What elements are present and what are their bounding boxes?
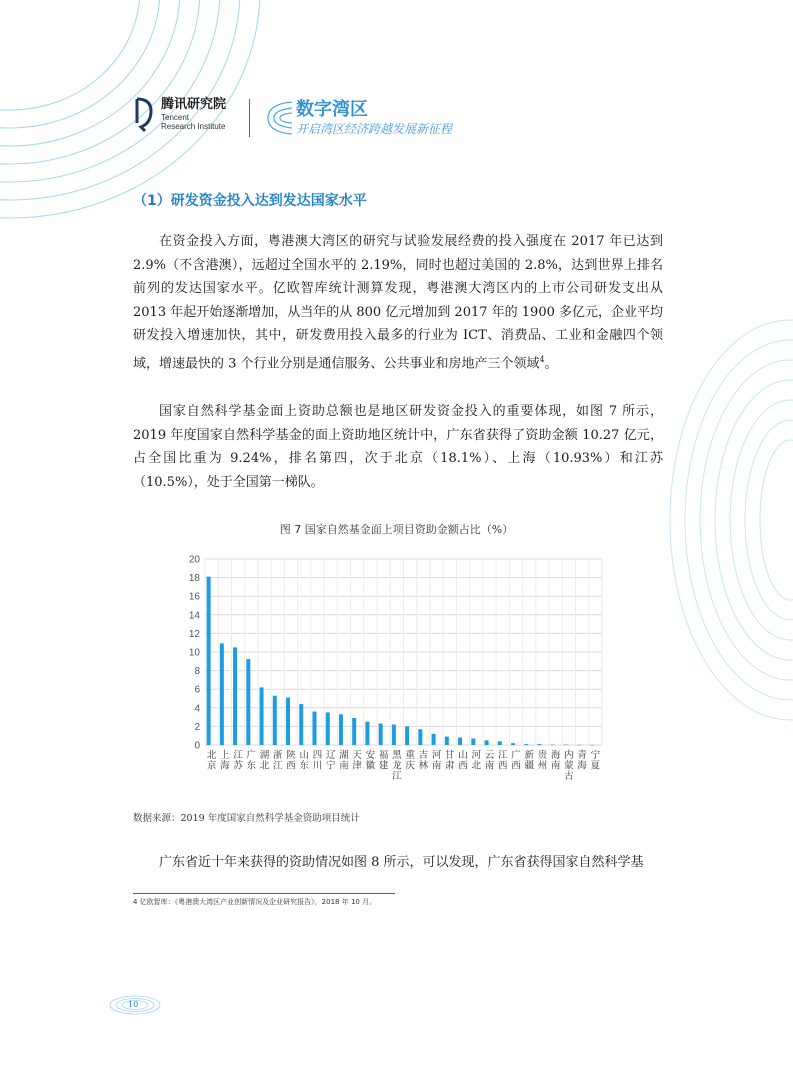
header-divider (249, 99, 250, 137)
x-tick-label: 海南 (550, 750, 561, 772)
bar (471, 738, 475, 745)
x-tick-label: 湖北 (259, 750, 270, 772)
bar (405, 726, 409, 745)
bar (577, 745, 581, 746)
x-tick-label: 陕西 (286, 750, 296, 772)
y-tick-label: 2 (194, 721, 200, 733)
bar (260, 687, 264, 745)
x-tick-label: 浙江 (273, 750, 283, 772)
bar (352, 718, 356, 745)
bar (432, 734, 436, 745)
bar (220, 643, 224, 745)
x-tick-label: 四川 (312, 750, 323, 772)
x-tick-label: 黑龙江 (392, 750, 402, 780)
paragraph-1-text: 在资金投入方面，粤港澳大湾区的研究与试验发展经费的投入强度在 2017 年已达到 2.9%（不含港澳），远超过全国水平的 2.19%，同时也超过美国的 2.8%，达到世界上排名前列的发达国家水平。亿欧智库统计测算发现，粤港澳大湾区内的上市公司研发支出从 2013 年起开始逐渐增加，从当年的从 800 亿元增加到 2017 年的 1900 多亿元，企业平均研发投入增速加快，其中，研发费用投入最多的行业为 ICT、消费品、工业和金融四个领域，增速最快的 3 个行业分别是通信服务、公共事业和房地产三个领域 (133, 234, 663, 371)
bar (445, 737, 449, 745)
y-tick-label: 12 (188, 628, 200, 640)
brand-subtitle: 开启湾区经济跨越发展新征程 (296, 122, 453, 136)
y-tick-label: 6 (194, 684, 200, 696)
logo-en-2: Research Institute (161, 122, 226, 131)
x-tick-label: 云南 (484, 750, 495, 772)
paragraph-2: 国家自然科学基金面上资助总额也是地区研发资金投入的重要体现，如图 7 所示，2019 年度国家自然科学基金的面上资助地区统计中，广东省获得了资助金额 10.27 亿元，占全国比重为 9.24%，排名第四，次于北京（18.1%）、上海（10.93%）和江苏（10.5%），处于全国第一梯队。 (133, 404, 663, 490)
bar (418, 729, 422, 745)
paragraph-1-end: 。 (544, 355, 558, 371)
logo (133, 97, 226, 133)
x-tick-label: 辽宁 (325, 750, 336, 772)
footnote-rule (133, 893, 395, 894)
x-tick-label: 吉林 (418, 750, 429, 772)
x-tick-label: 广东 (246, 750, 257, 772)
x-tick-label: 广西 (511, 750, 521, 772)
y-tick-label: 20 (188, 554, 200, 566)
bar (392, 725, 396, 745)
footnote-ref[interactable]: 4 (539, 354, 545, 364)
bar (537, 744, 541, 745)
x-tick-label: 安徽 (365, 750, 376, 772)
bar (379, 724, 383, 745)
bar (326, 712, 330, 745)
x-tick-label: 上海 (220, 750, 230, 772)
brand (296, 99, 452, 137)
x-tick-label: 新疆 (524, 750, 534, 772)
bar (233, 647, 237, 745)
bar (365, 722, 369, 745)
x-tick-label: 青海 (577, 750, 587, 772)
x-tick-label: 重庆 (405, 750, 415, 772)
bar (458, 738, 462, 745)
x-tick-label: 天津 (352, 750, 362, 772)
x-tick-label: 宁夏 (590, 750, 601, 772)
x-tick-label: 江苏 (233, 750, 243, 772)
bar (485, 740, 489, 745)
x-tick-label: 北京 (206, 750, 217, 772)
source-note: 数据来源：2019 年度国家自然科学基金资助项目统计 (133, 813, 360, 824)
paragraph-3: 广东省近十年来获得的资助情况如图 8 所示，可以发现，广东省获得国家自然科学基 (159, 855, 644, 870)
x-tick-label: 河南 (431, 750, 442, 772)
y-tick-label: 14 (188, 610, 200, 622)
bar (551, 745, 555, 746)
y-tick-label: 10 (188, 647, 200, 659)
tencent-logo-icon (133, 97, 155, 133)
x-tick-label: 内蒙古 (564, 750, 574, 780)
y-tick-label: 16 (188, 591, 200, 603)
bar (246, 659, 250, 745)
bar (498, 741, 502, 745)
footnote: 4 亿欧智库：《粤港澳大湾区产业创新情况及企业研究报告》，2018 年 10 月。 (133, 898, 377, 906)
bar (207, 577, 211, 745)
bar (286, 698, 290, 745)
section-title: （1）研发资金投入达到发达国家水平 (133, 193, 367, 209)
logo-en-1: Tencent (161, 113, 190, 122)
bay-wave-icon (262, 98, 296, 138)
bar (564, 745, 568, 746)
logo-cn: 腾讯研究院 (161, 97, 227, 112)
figure-title: 图 7 国家自然基金面上项目资助金额占比（%） (279, 523, 514, 536)
x-tick-label: 甘肃 (445, 750, 455, 772)
x-tick-label: 福建 (378, 750, 389, 772)
x-tick-label: 江西 (497, 750, 508, 772)
y-tick-label: 18 (188, 573, 200, 585)
bar (590, 745, 594, 746)
brand-title: 数字湾区 (296, 99, 368, 120)
y-tick-label: 8 (194, 666, 200, 678)
page-number: 10 (128, 1000, 139, 1009)
x-tick-label: 贵州 (537, 750, 548, 772)
x-tick-label: 河北 (471, 750, 482, 772)
bar (511, 743, 515, 745)
x-tick-label: 山西 (458, 750, 468, 772)
y-tick-label: 4 (194, 703, 200, 715)
bar (312, 712, 316, 745)
bar (524, 744, 528, 745)
paragraph-1 (133, 230, 663, 375)
x-tick-label: 山东 (299, 750, 310, 772)
bar (273, 696, 277, 745)
bar-chart (180, 550, 610, 780)
bar (339, 714, 343, 745)
bar (299, 704, 303, 745)
x-tick-label: 湖南 (339, 750, 349, 772)
y-tick-label: 0 (194, 740, 200, 752)
